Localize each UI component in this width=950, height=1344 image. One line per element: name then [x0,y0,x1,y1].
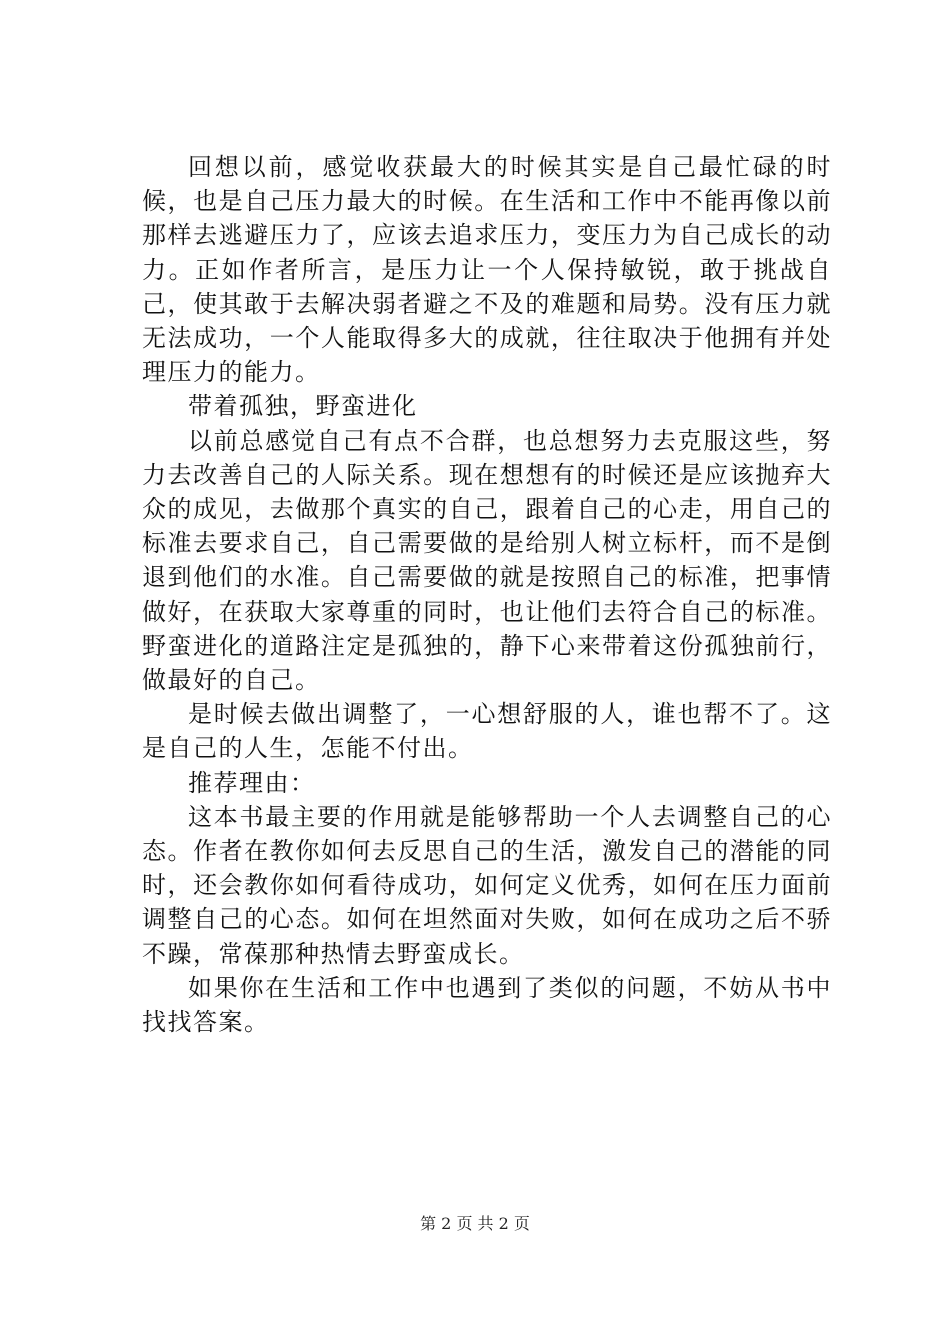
section-heading: 带着孤独，野蛮进化 [188,392,418,421]
paragraph: 如果你在生活和工作中也遇到了类似的问题，不妨从书中找找答案。 [142,973,832,1037]
section-heading: 推荐理由： [188,768,316,797]
page-number-footer: 第 2 页 共 2 页 [420,1214,530,1233]
paragraph: 以前总感觉自己有点不合群，也总想努力去克服这些，努力去改善自己的人际关系。现在想想有的时候还是应该抛弃大众的成见，去做那个真实的自己，跟着自己的心走，用自己的标准去要求自己，自己需要做的是给别人树立标杆，而不是倒退到他们的水准。自己需要做的就是按照自己的标准，把事情做好，在获取大家尊重的同时，也让他们去符合自己的标准。野蛮进化的道路注定是孤独的，静下心来带着这份孤独前行，做最好的自己。 [142,426,832,695]
document-body [142,150,832,1039]
paragraph: 是时候去做出调整了，一心想舒服的人，谁也帮不了。这是自己的人生，怎能不付出。 [142,700,832,763]
paragraph: 回想以前，感觉收获最大的时候其实是自己最忙碌的时候，也是自己压力最大的时候。在生活和工作中不能再像以前那样去逃避压力了，应该去追求压力，变压力为自己成长的动力。正如作者所言，是压力让一个人保持敏锐，敢于挑战自己，使其敢于去解决弱者避之不及的难题和局势。没有压力就无法成功，一个人能取得多大的成就，往往取决于他拥有并处理压力的能力。 [142,153,832,387]
paragraph: 这本书最主要的作用就是能够帮助一个人去调整自己的心态。作者在教你如何去反思自己的生活，激发自己的潜能的同时，还会教你如何看待成功，如何定义优秀，如何在压力面前调整自己的心态。如何在坦然面对失败，如何在成功之后不骄不躁，常葆那种热情去野蛮成长。 [142,802,832,968]
